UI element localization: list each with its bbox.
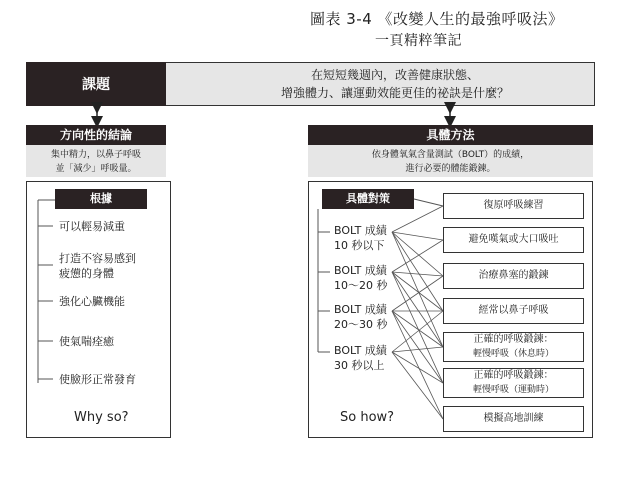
topic-question-line2: 增強體力、讓運動效能更佳的祕訣是什麼？ xyxy=(280,86,509,100)
action-box: 正確的呼吸鍛鍊： 輕慢呼吸（休息時） xyxy=(443,332,584,362)
bolt-score: BOLT 成績 30 秒以上 xyxy=(334,344,387,372)
basis-item: 使臉形正常發育 xyxy=(59,373,136,386)
action-box: 正確的呼吸鍛鍊： 輕慢呼吸（運動時） xyxy=(443,368,584,398)
action-box: 復原呼吸練習 xyxy=(443,193,584,219)
tag-to-action-line xyxy=(414,199,443,206)
action-box: 避免嘆氣或大口吸吐 xyxy=(443,227,584,253)
conclusion-line1: 集中精力，以鼻子呼吸 xyxy=(50,150,141,160)
page-subtitle: 一頁精粹筆記 xyxy=(375,33,462,49)
bolt-score: BOLT 成績 10～20 秒 xyxy=(334,264,388,292)
conclusion-line2: 並「減少」呼吸量。 xyxy=(55,164,137,174)
measures-tag: 具體對策 xyxy=(322,189,414,209)
basis-item: 強化心臟機能 xyxy=(59,295,125,308)
measures-footer: So how? xyxy=(340,410,395,425)
topic-label: 課題 xyxy=(26,62,166,106)
basis-item: 使氣喘痊癒 xyxy=(59,335,114,348)
conclusion-header: 方向性的結論 xyxy=(26,125,166,145)
score-action-links xyxy=(392,206,443,419)
action-box: 治療鼻塞的鍛鍊 xyxy=(443,263,584,289)
bolt-score: BOLT 成績 10 秒以下 xyxy=(334,224,387,252)
page-title: 圖表 3-4 《改變人生的最強呼吸法》 xyxy=(310,10,564,28)
basis-tag: 根據 xyxy=(55,189,147,209)
method-header: 具體方法 xyxy=(308,125,593,145)
basis-item: 可以輕易減重 xyxy=(59,220,125,233)
bolt-score: BOLT 成績 20～30 秒 xyxy=(334,303,388,331)
method-line1: 依身體氧氣含量測試（BOLT）的成績， xyxy=(371,150,530,160)
method-line2: 進行必要的體能鍛鍊。 xyxy=(405,164,496,174)
action-box: 經常以鼻子呼吸 xyxy=(443,298,584,324)
basis-footer: Why so? xyxy=(74,410,129,425)
action-box: 模擬高地訓練 xyxy=(443,406,584,432)
topic-question-line1: 在短短幾週內，改善健康狀態、 xyxy=(310,68,479,82)
basis-item: 打造不容易感到 疲憊的身體 xyxy=(59,252,136,280)
